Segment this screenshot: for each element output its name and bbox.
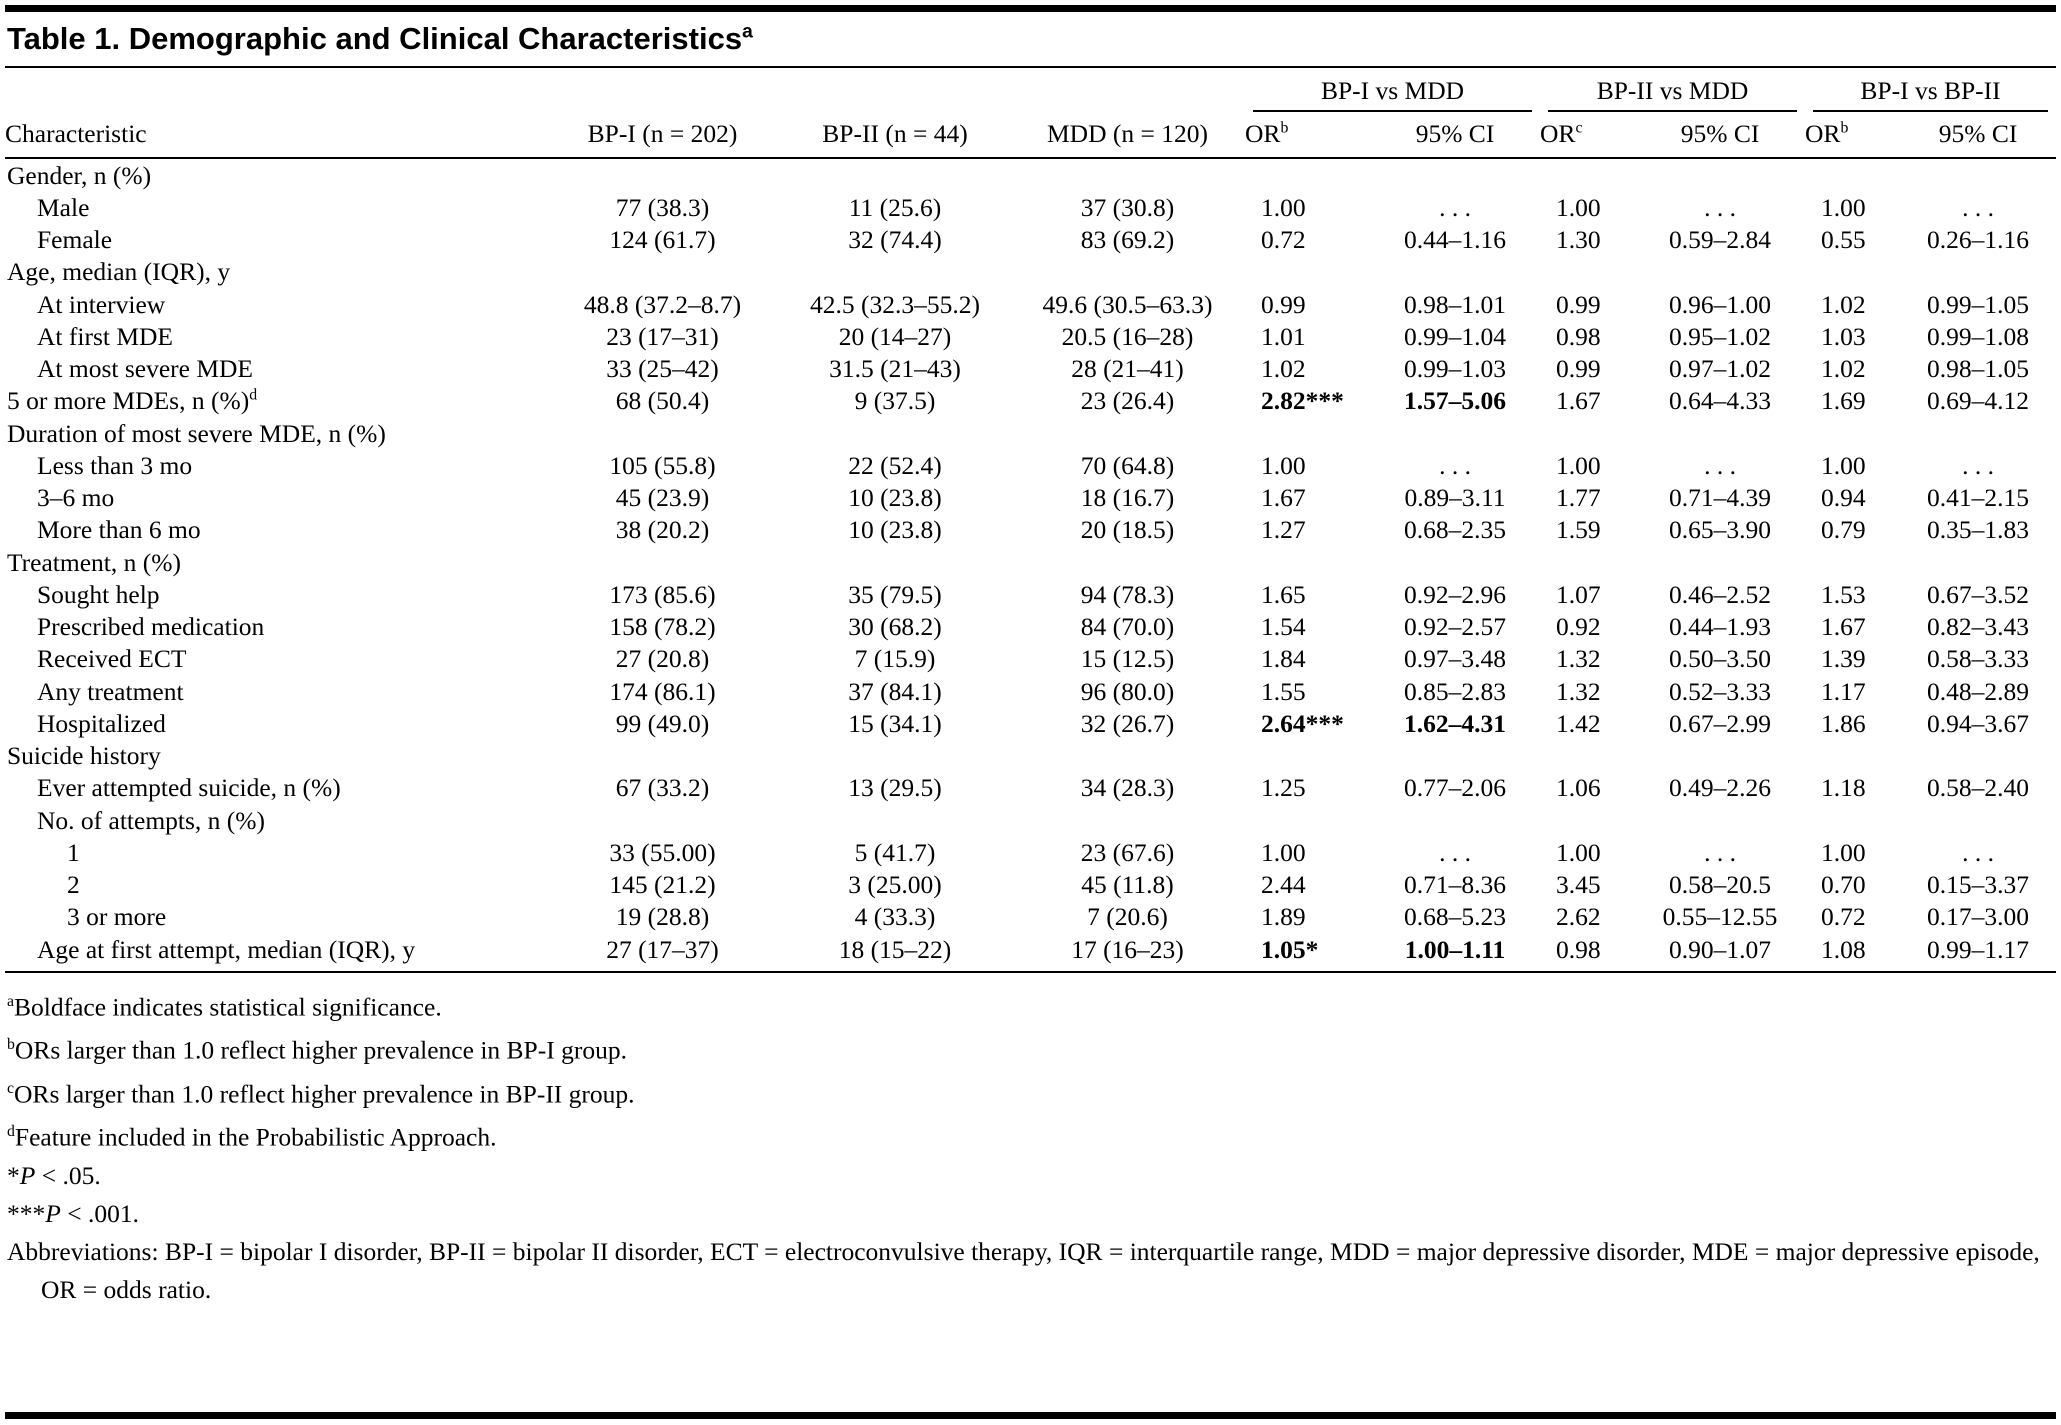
table-cell: 1.57–5.06 [1404,386,1506,416]
col-header-bp1: BP-I (n = 202) [545,112,780,158]
table-cell: 0.70 [1821,870,1866,900]
table-cell: . . . [1962,450,1994,480]
table-cell: 1.18 [1821,773,1866,803]
table-cell: 1.42 [1556,708,1601,738]
table-cell: . . . [1704,450,1736,480]
table-row [5,353,2056,385]
table-cell: 0.92–2.57 [1404,612,1506,642]
table-cell: 0.99–1.08 [1927,321,2030,351]
col-header-or-1 [1245,112,1370,158]
table-title-text: Table 1. Demographic and Clinical Characteristics [7,21,743,56]
table-row [5,901,2056,933]
table-cell: . . . [1962,192,1994,222]
spanner-bp1-vs-bp2-label: BP-I vs BP-II [1813,76,2048,112]
table-cell: 0.15–3.37 [1927,870,2030,900]
table-cell: 0.52–3.33 [1669,676,1772,706]
column-header-row [5,112,2056,158]
table-cell: 37 (30.8) [1080,192,1175,222]
table-cell: 42.5 (32.3–55.2) [810,289,980,319]
table-cell: 1.67 [1261,483,1306,513]
table-body [5,158,2056,972]
table-cell: 0.71–4.39 [1669,483,1772,513]
table-cell: 0.95–1.02 [1669,321,1772,351]
table-cell: 0.69–4.12 [1927,386,2030,416]
section-row [5,158,2056,191]
table-cell: 1.39 [1821,644,1866,674]
row-label: Age, median (IQR), y [7,257,231,287]
row-label: 2 [67,870,80,900]
table-cell: 0.97–3.48 [1404,644,1506,674]
table-cell: 0.67–2.99 [1669,708,1772,738]
table-cell: . . . [1439,837,1471,867]
table-cell: 0.82–3.43 [1927,612,2030,642]
footnote: ***P < .001. [7,1198,139,1228]
table-cell: 0.85–2.83 [1404,676,1506,706]
table-cell: 0.72 [1821,902,1866,932]
table-cell: 0.92 [1556,612,1601,642]
table-cell: 1.06 [1556,773,1601,803]
table-cell: 1.00 [1821,192,1866,222]
table-cell: 0.99 [1261,289,1306,319]
table-cell: 1.55 [1261,676,1306,706]
table-row [5,643,2056,675]
footnote: *P < .05. [7,1160,101,1190]
table-cell: 1.05* [1245,933,1370,972]
table-cell: 1.53 [1821,579,1866,609]
table-cell: 1.00 [1556,837,1601,867]
table-cell: 45 (11.8) [1081,870,1174,900]
table-row [5,288,2056,320]
table-cell: 1.25 [1261,773,1306,803]
table-cell: 13 (29.5) [848,773,942,803]
row-label: At first MDE [37,321,173,351]
table-cell: 1.30 [1556,225,1601,255]
table-cell: 1.67 [1821,612,1866,642]
table-cell: 1.69 [1821,386,1866,416]
table-cell: 1.89 [1261,902,1306,932]
row-label: At most severe MDE [37,354,254,384]
table-cell: 18 (16.7) [1080,483,1175,513]
table-cell: 0.58–20.5 [1669,870,1772,900]
table-cell: 0.99–1.05 [1927,289,2030,319]
col-header-bp2: BP-II (n = 44) [780,112,1010,158]
table-cell: 1.02 [1821,354,1866,384]
spanner-bp1-vs-mdd [1245,68,1540,112]
or-label: OR [1245,119,1281,148]
footnote: $^a$Boldface indicates statistical significance. [7,992,442,1022]
table-cell: 23 (17–31) [606,321,719,351]
table-cell: 49.6 (30.5–63.3) [1042,289,1213,319]
table-cell: 3.45 [1556,870,1601,900]
table-row [5,772,2056,804]
table-cell: 96 (80.0) [1080,676,1175,706]
table-cell: 15 (12.5) [1080,644,1175,674]
table-cell: 18 (15–22) [780,933,1010,972]
row-label: Gender, n (%) [7,160,152,190]
table-cell: 0.89–3.11 [1404,483,1506,513]
table-cell: 10 (23.8) [848,515,942,545]
table-cell: 0.99–1.03 [1404,354,1506,384]
table-cell: 7 (20.6) [1087,902,1168,932]
table-cell: 0.49–2.26 [1669,773,1772,803]
table-cell: 174 (86.1) [609,676,716,706]
or-label: OR [1805,119,1841,148]
table-row [5,449,2056,481]
table-cell: 70 (64.8) [1080,450,1175,480]
table-cell: 2.64*** [1261,708,1344,738]
table-cell: 1.32 [1556,676,1601,706]
table-cell: 48.8 (37.2–8.7) [583,289,742,319]
table-cell: 0.98–1.01 [1404,289,1506,319]
table-cell: 11 (25.6) [848,192,942,222]
table-cell: 1.32 [1556,644,1601,674]
col-header-characteristic: Characteristic [5,112,545,158]
table-cell: 0.77–2.06 [1404,773,1506,803]
table-cell: 10 (23.8) [848,483,942,513]
table-cell: 23 (26.4) [1080,386,1175,416]
row-label: Any treatment [37,676,184,706]
table-row [5,836,2056,868]
footnote: $^c$ORs larger than 1.0 reflect higher prevalence in BP-II group. [7,1079,635,1109]
col-header-or-2 [1540,112,1635,158]
table-cell: 0.98 [1540,933,1635,972]
table-cell: 173 (85.6) [609,579,716,609]
table-cell: 0.58–2.40 [1927,773,2030,803]
table-row [5,578,2056,610]
table-cell: 0.41–2.15 [1927,483,2030,513]
table-cell: . . . [1704,192,1736,222]
table-row [5,933,2056,972]
col-header-mdd: MDD (n = 120) [1010,112,1245,158]
table-cell: 99 (49.0) [615,708,710,738]
table-cell: 1.00 [1556,192,1601,222]
table-cell: 1.02 [1821,289,1866,319]
table-cell: 38 (20.2) [615,515,710,545]
table-cell: 31.5 (21–43) [829,354,961,384]
footnote: Abbreviations: BP-I = bipolar I disorder, BP-II = bipolar II disorder, ECT = electroconvulsive therapy, IQR = interquartile range, MDD = major depressive disorder, MDE = major depressive episode, OR = odds ratio. [7,1236,2040,1304]
table-cell: 0.65–3.90 [1669,515,1772,545]
characteristics-table [5,68,2056,973]
table-cell: 1.00–1.11 [1370,933,1540,972]
table-row [5,482,2056,514]
table-cell: 1.27 [1261,515,1306,545]
table-cell: 19 (28.8) [615,902,710,932]
table-cell: 83 (69.2) [1080,225,1175,255]
table-cell: 1.77 [1556,483,1601,513]
table-cell: 27 (20.8) [615,644,710,674]
table-cell: 145 (21.2) [609,870,716,900]
row-label: Treatment, n (%) [7,547,181,577]
row-label: Hospitalized [37,708,166,738]
section-row [5,256,2056,288]
table-row [5,869,2056,901]
table-cell: 124 (61.7) [609,225,716,255]
table-cell: 1.65 [1261,579,1306,609]
table-cell: 0.99 [1556,354,1601,384]
table-cell: 2.82*** [1261,386,1344,416]
table-cell: 0.96–1.00 [1669,289,1772,319]
table-cell: 0.68–2.35 [1404,515,1506,545]
or-label: OR [1540,119,1576,148]
table-cell: 1.00 [1261,192,1306,222]
table-cell: 1.62–4.31 [1404,708,1506,738]
table-cell: 1.00 [1261,450,1306,480]
table-cell: 0.55 [1821,225,1866,255]
table-cell: 0.44–1.16 [1404,225,1506,255]
table-cell: 1.86 [1821,708,1866,738]
col-header-or-3 [1805,112,1900,158]
table-cell: 33 (25–42) [606,354,719,384]
or-footnote-marker: c [1575,119,1583,137]
row-label: Suicide history [7,741,161,771]
table-cell: 15 (34.1) [848,708,942,738]
spanner-spacer [5,68,1245,112]
table-cell: 0.71–8.36 [1404,870,1506,900]
table-cell: . . . [1439,450,1471,480]
footnote: $^b$ORs larger than 1.0 reflect higher prevalence in BP-I group. [7,1035,627,1065]
table-cell: 0.99–1.17 [1900,933,2056,972]
table-cell: . . . [1439,192,1471,222]
table-row [5,191,2056,223]
table-cell: 1.03 [1821,321,1866,351]
col-header-ci-2: 95% CI [1635,112,1805,158]
table-cell: 1.84 [1261,644,1306,674]
row-label: Age at first attempt, median (IQR), y [5,933,545,972]
table-cell: 0.94–3.67 [1927,708,2030,738]
row-label: Ever attempted suicide, n (%) [37,773,341,803]
table-cell: 0.92–2.96 [1404,579,1506,609]
table-cell: 1.01 [1261,321,1306,351]
table-cell: 34 (28.3) [1080,773,1175,803]
table-cell: 0.55–12.55 [1662,902,1778,932]
table-cell: 4 (33.3) [854,902,936,932]
table-cell: 17 (16–23) [1010,933,1245,972]
table-cell: 0.17–3.00 [1927,902,2030,932]
spanner-row [5,68,2056,112]
table-cell: 1.00 [1556,450,1601,480]
table-cell: 32 (26.7) [1080,708,1175,738]
footnote: $^d$Feature included in the Probabilistic Approach. [7,1122,497,1152]
table-title-footnote-marker: a [742,21,753,43]
table-cell: 0.48–2.89 [1927,676,2030,706]
table-cell: 32 (74.4) [848,225,942,255]
table-cell: 30 (68.2) [848,612,942,642]
table-cell: 35 (79.5) [848,579,942,609]
table-cell: 1.02 [1261,354,1306,384]
table-cell: 77 (38.3) [615,192,710,222]
table-cell: 0.67–3.52 [1927,579,2030,609]
table-cell: 1.54 [1261,612,1306,642]
or-footnote-marker: b [1840,119,1849,137]
table-cell: 0.50–3.50 [1669,644,1772,674]
table-cell: 20.5 (16–28) [1061,321,1194,351]
table-cell: 2.44 [1261,870,1306,900]
spanner-bp2-vs-mdd [1540,68,1805,112]
row-label: 1 [67,837,80,867]
table-cell: 1.00 [1261,837,1306,867]
table-cell: 33 (55.00) [609,837,716,867]
table-cell: 0.99–1.04 [1404,321,1506,351]
table-cell: 105 (55.8) [609,450,716,480]
top-rule [5,5,2056,12]
table-cell: 7 (15.9) [854,644,936,674]
footnotes [5,973,2056,1309]
table-cell: 0.94 [1821,483,1866,513]
table-row [5,224,2056,256]
table-cell: 1.08 [1805,933,1900,972]
table-cell: 0.79 [1821,515,1866,545]
table-cell: 0.64–4.33 [1669,386,1772,416]
table-row [5,514,2056,546]
section-row [5,804,2056,836]
col-header-ci-3: 95% CI [1900,112,2056,158]
table-cell: 0.99 [1556,289,1601,319]
table-cell: 68 (50.4) [615,386,710,416]
table-cell: 67 (33.2) [615,773,710,803]
table-cell: 158 (78.2) [609,612,716,642]
table-cell: 1.00 [1821,837,1866,867]
or-footnote-marker: b [1280,119,1289,137]
table-row [5,707,2056,739]
row-label: More than 6 mo [37,515,201,545]
table-row [5,675,2056,707]
spanner-bp1-vs-bp2 [1805,68,2056,112]
table-cell: 1.67 [1556,386,1601,416]
table-cell: 20 (18.5) [1080,515,1175,545]
table-cell: 37 (84.1) [848,676,942,706]
table-cell: 0.46–2.52 [1669,579,1772,609]
table-header [5,68,2056,158]
table-title [5,12,2056,68]
row-label: Received ECT [37,644,187,674]
col-header-ci-1: 95% CI [1370,112,1540,158]
table-cell: 0.58–3.33 [1927,644,2030,674]
row-label: 5 or more MDEs, n (%)$^d$ [7,386,258,416]
table-cell: 20 (14–27) [838,321,952,351]
table-cell: 0.59–2.84 [1669,225,1772,255]
table-cell: 0.44–1.93 [1669,612,1772,642]
table-cell: 45 (23.9) [615,483,710,513]
table-cell: 2.62 [1556,902,1601,932]
spanner-bp1-vs-mdd-label: BP-I vs MDD [1253,76,1532,112]
table-row [5,385,2056,417]
row-label: 3–6 mo [37,483,115,513]
bottom-rule [5,1412,2056,1419]
table-cell: 0.26–1.16 [1927,225,2030,255]
table-cell: 0.68–5.23 [1404,902,1506,932]
table-cell: 9 (37.5) [854,386,936,416]
table-row [5,320,2056,352]
table-cell: 28 (21–41) [1071,354,1184,384]
table-cell: . . . [1962,837,1994,867]
spanner-bp2-vs-mdd-label: BP-II vs MDD [1548,76,1797,112]
row-label: Less than 3 mo [37,450,193,480]
table-cell: . . . [1704,837,1736,867]
table-cell: 0.90–1.07 [1635,933,1805,972]
table-cell: 22 (52.4) [848,450,942,480]
row-label: No. of attempts, n (%) [37,805,266,835]
table-cell: 3 (25.00) [848,870,942,900]
table-cell: 94 (78.3) [1080,579,1175,609]
table-row [5,611,2056,643]
table-cell: 23 (67.6) [1080,837,1175,867]
section-row [5,417,2056,449]
row-label: Sought help [37,579,160,609]
row-label: Male [37,192,90,222]
table-cell: 84 (70.0) [1080,612,1175,642]
table-cell: 1.00 [1821,450,1866,480]
row-label: 3 or more [67,902,167,932]
table-cell: 0.98 [1556,321,1601,351]
table-cell: 1.17 [1821,676,1866,706]
table-cell: 1.07 [1556,579,1601,609]
section-row [5,740,2056,772]
table-cell: 5 (41.7) [854,837,936,867]
row-label: Duration of most severe MDE, n (%) [7,418,386,448]
table-cell: 0.98–1.05 [1927,354,2030,384]
row-label: At interview [37,289,166,319]
section-row [5,546,2056,578]
table-cell: 0.72 [1261,225,1306,255]
table-cell: 0.97–1.02 [1669,354,1772,384]
row-label: Female [37,225,113,255]
table-cell: 0.35–1.83 [1927,515,2030,545]
table-cell: 1.59 [1556,515,1601,545]
table-cell: 27 (17–37) [545,933,780,972]
row-label: Prescribed medication [37,612,265,642]
